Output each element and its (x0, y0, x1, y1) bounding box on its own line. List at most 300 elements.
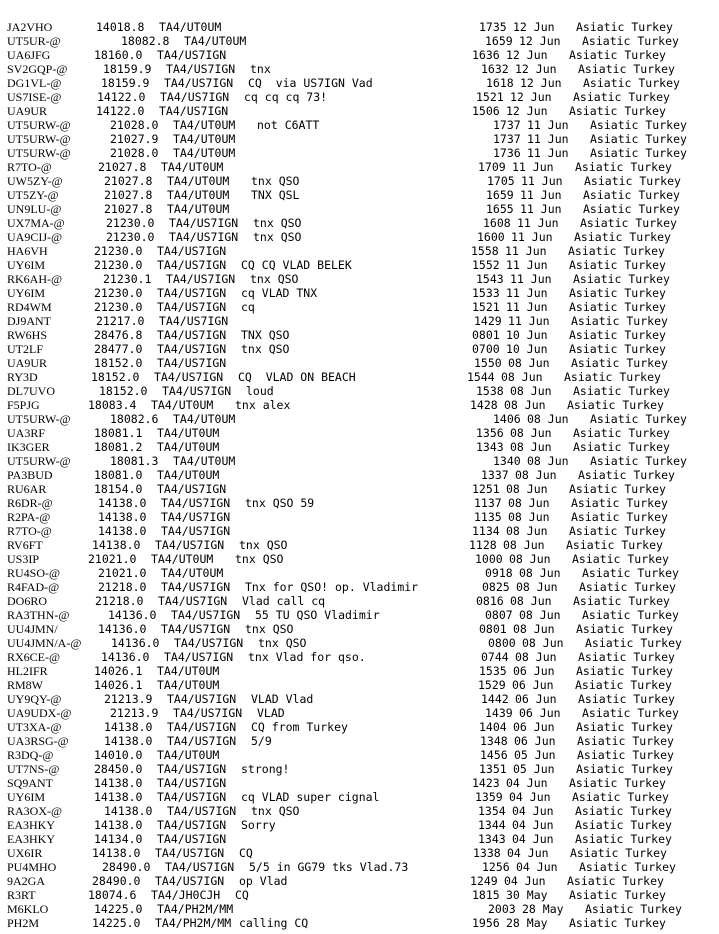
spot-row (0, 76, 719, 90)
spot-row (0, 20, 719, 34)
spotter-call: PH2M (7, 916, 40, 930)
spotted-call: TA4/UT0UM (157, 468, 220, 482)
spotted-call: TA4/US7IGN (161, 510, 231, 524)
spot-frequency: 21027.8 (104, 202, 153, 216)
spot-date: 11 Jun (527, 132, 569, 146)
spot-date: 08 Jun (509, 552, 551, 566)
spot-comment: CQ from Turkey (251, 720, 348, 734)
spot-country: Asiatic Turkey (575, 160, 672, 174)
spot-date: 06 Jun (515, 692, 557, 706)
spotted-call: TA4/UT0UM (167, 188, 230, 202)
spot-date: 08 Jun (506, 524, 548, 538)
spot-date: 08 Jun (510, 426, 552, 440)
spot-time: 1404 (479, 720, 507, 734)
spotter-call: UT5URW-@ (7, 412, 71, 426)
spot-date: 10 Jun (506, 328, 548, 342)
spot-frequency: 21230.0 (94, 244, 143, 258)
spot-frequency: 14138.0 (94, 776, 143, 790)
spotted-call: TA4/US7IGN (157, 342, 227, 356)
spot-row (0, 202, 719, 216)
spot-row (0, 188, 719, 202)
spot-date: 08 Jun (501, 370, 543, 384)
spot-country: Asiatic Turkey (575, 804, 672, 818)
spot-frequency: 28450.0 (94, 762, 143, 776)
spot-time: 1521 (476, 90, 504, 104)
spot-time: 1348 (480, 734, 508, 748)
spot-date: 08 Jun (503, 538, 545, 552)
spot-row (0, 538, 719, 552)
spotter-call: DO6RO (7, 594, 48, 608)
spotter-call: UA6JFG (7, 48, 51, 62)
spot-country: Asiatic Turkey (578, 650, 675, 664)
spot-country: Asiatic Turkey (569, 104, 666, 118)
spot-row (0, 510, 719, 524)
spot-row (0, 594, 719, 608)
spot-time: 1439 (485, 706, 513, 720)
spot-frequency: 21021.0 (88, 552, 137, 566)
spot-frequency: 21230.1 (103, 272, 152, 286)
spot-country: Asiatic Turkey (568, 244, 665, 258)
spot-date: 28 May (522, 902, 564, 916)
spot-comment: TNX QSL (251, 188, 300, 202)
spot-time: 1705 (487, 174, 515, 188)
spot-date: 11 Jun (520, 202, 562, 216)
spot-row (0, 916, 719, 930)
spot-row (0, 678, 719, 692)
spot-time: 1632 (481, 62, 509, 76)
spot-country: Asiatic Turkey (571, 356, 668, 370)
spotter-call: UA9UR (7, 104, 48, 118)
spot-time: 1428 (470, 398, 498, 412)
spot-date: 08 Jun (513, 622, 555, 636)
spotter-call: IK3GER (7, 440, 50, 454)
spot-row (0, 62, 719, 76)
spotter-call: HL2IFR (7, 664, 48, 678)
spot-comment: CQ VLAD ON BEACH (238, 370, 356, 384)
spot-frequency: 14010.0 (94, 748, 143, 762)
spot-date: 11 Jun (527, 118, 569, 132)
spot-date: 05 Jun (514, 748, 556, 762)
spot-row (0, 426, 719, 440)
spotter-call: UA9UDX-@ (7, 706, 72, 720)
spot-date: 28 May (506, 916, 548, 930)
spot-row (0, 384, 719, 398)
spotter-call: M6KLO (7, 902, 49, 916)
spotted-call: TA4/JH0CJH (151, 888, 221, 902)
spot-country: Asiatic Turkey (576, 720, 673, 734)
spot-comment: CQ CQ VLAD BELEK (241, 258, 352, 272)
spot-frequency: 14138.0 (104, 804, 153, 818)
spot-date: 30 May (506, 888, 548, 902)
spotted-call: TA4/US7IGN (155, 538, 225, 552)
spotted-call: TA4/US7IGN (161, 496, 231, 510)
spot-country: Asiatic Turkey (584, 174, 681, 188)
spot-row (0, 398, 719, 412)
spot-country: Asiatic Turkey (574, 230, 671, 244)
spotter-call: UN9LU-@ (7, 202, 62, 216)
spotted-call: TA4/PH2M/MM (155, 916, 232, 930)
spotted-call: TA4/US7IGN (161, 622, 231, 636)
spot-frequency: 14026.1 (94, 664, 143, 678)
spot-country: Asiatic Turkey (575, 678, 672, 692)
spot-frequency: 21230.0 (94, 286, 143, 300)
spot-time: 1429 (474, 314, 502, 328)
spot-country: Asiatic Turkey (578, 692, 675, 706)
spot-country: Asiatic Turkey (578, 62, 675, 76)
spot-row (0, 720, 719, 734)
spot-row (0, 174, 719, 188)
spotter-call: RU6AR (7, 482, 47, 496)
spotted-call: TA4/US7IGN (155, 846, 225, 860)
spot-country: Asiatic Turkey (569, 258, 666, 272)
spot-comment: tnx QSO (250, 272, 299, 286)
spot-row (0, 342, 719, 356)
spot-row (0, 356, 719, 370)
spotted-call: TA4/US7IGN (160, 90, 230, 104)
spotter-call: UU4JMN/ (7, 622, 58, 636)
spotter-call: UT5URW-@ (7, 454, 71, 468)
spot-comment: Vlad call cq (242, 594, 326, 608)
spotted-call: TA4/UT0UM (151, 552, 214, 566)
spot-frequency: 14225.0 (94, 902, 143, 916)
spot-country: Asiatic Turkey (577, 748, 674, 762)
spotter-call: RW6HS (7, 328, 48, 342)
spot-comment: 55 TU QSO Vladimir (255, 608, 380, 622)
spot-time: 1600 (477, 230, 505, 244)
spot-date: 12 Jun (520, 76, 562, 90)
spot-time: 1735 (479, 20, 507, 34)
spot-country: Asiatic Turkey (585, 902, 682, 916)
spotter-call: R6DR-@ (7, 496, 53, 510)
spot-frequency: 21028.0 (110, 146, 159, 160)
spotter-call: UT3XA-@ (7, 720, 62, 734)
spot-country: Asiatic Turkey (583, 188, 680, 202)
spot-date: 04 Jun (509, 790, 551, 804)
spot-comment: CQ (239, 846, 253, 860)
spotter-call: DG1VL-@ (7, 76, 62, 90)
spotted-call: TA4/UT0UM (173, 132, 236, 146)
spot-time: 1815 (472, 888, 500, 902)
spot-country: Asiatic Turkey (572, 790, 669, 804)
spotter-call: US3IP (7, 552, 40, 566)
spot-comment: op Vlad (239, 874, 288, 888)
spot-row (0, 90, 719, 104)
spot-time: 2003 (488, 902, 516, 916)
spot-row (0, 888, 719, 902)
spotted-call: TA4/US7IGN (161, 524, 231, 538)
spotted-call: TA4/US7IGN (169, 230, 239, 244)
spot-comment: tnx QSO (258, 636, 307, 650)
spot-country: Asiatic Turkey (576, 20, 673, 34)
spot-country: Asiatic Turkey (583, 76, 680, 90)
spot-time: 1608 (483, 216, 511, 230)
spot-time: 1535 (479, 664, 507, 678)
spot-frequency: 18159.9 (103, 62, 152, 76)
spot-frequency: 14138.0 (98, 510, 147, 524)
spot-time: 0918 (485, 566, 513, 580)
spot-comment: tnx QSO (251, 804, 300, 818)
spot-frequency: 18081.2 (94, 440, 143, 454)
spotter-call: UT7NS-@ (7, 762, 60, 776)
spot-country: Asiatic Turkey (571, 314, 668, 328)
spotter-call: R4FAD-@ (7, 580, 60, 594)
spot-time: 1343 (478, 832, 506, 846)
spot-frequency: 21027.9 (110, 132, 159, 146)
spotted-call: TA4/US7IGN (167, 720, 237, 734)
spot-frequency: 14138.0 (92, 846, 141, 860)
spot-time: 0744 (481, 650, 509, 664)
spot-row (0, 608, 719, 622)
spot-frequency: 21217.0 (96, 314, 145, 328)
spotted-call: TA4/UT0UM (161, 566, 224, 580)
spotted-call: TA4/UT0UM (173, 412, 236, 426)
spotted-call: TA4/UT0UM (157, 678, 220, 692)
spot-time: 0807 (485, 608, 513, 622)
spot-comment: Sorry (241, 818, 276, 832)
spot-date: 08 Jun (504, 398, 546, 412)
spot-frequency: 21213.9 (104, 692, 153, 706)
spot-frequency: 14136.0 (98, 622, 147, 636)
spot-time: 1736 (493, 146, 521, 160)
spot-row (0, 552, 719, 566)
spot-frequency: 14136.0 (101, 650, 150, 664)
spot-country: Asiatic Turkey (569, 776, 666, 790)
spotted-call: TA4/UT0UM (157, 426, 220, 440)
spot-comment: tnx QSO (253, 216, 302, 230)
spot-time: 1406 (493, 412, 521, 426)
spot-date: 11 Jun (527, 146, 569, 160)
spot-country: Asiatic Turkey (566, 538, 663, 552)
spot-comment: CQ via US7IGN Vad (248, 76, 373, 90)
spotted-call: TA4/UT0UM (184, 34, 247, 48)
spot-country: Asiatic Turkey (590, 118, 687, 132)
spotter-call: R7TO-@ (7, 524, 52, 538)
spotter-call: UT5URW-@ (7, 146, 71, 160)
spotted-call: TA4/UT0UM (151, 398, 214, 412)
spot-time: 1137 (474, 496, 502, 510)
spot-frequency: 14136.0 (111, 636, 160, 650)
spot-time: 1737 (493, 132, 521, 146)
spot-comment: TNX QSO (241, 328, 290, 342)
spot-date: 04 Jun (512, 804, 554, 818)
spotted-call: TA4/UT0UM (159, 20, 222, 34)
spot-time: 1618 (486, 76, 514, 90)
spot-time: 1128 (469, 538, 497, 552)
spotter-call: UX6IR (7, 846, 43, 860)
spot-time: 1338 (473, 846, 501, 860)
spot-comment: tnx QSO 59 (245, 496, 315, 510)
spotted-call: TA4/US7IGN (167, 692, 237, 706)
spot-time: 1354 (478, 804, 506, 818)
spot-country: Asiatic Turkey (577, 734, 674, 748)
spotter-call: RA3OX-@ (7, 804, 63, 818)
spot-row (0, 650, 719, 664)
spot-date: 06 Jun (513, 720, 555, 734)
spot-time: 1344 (478, 818, 506, 832)
spot-time: 1543 (476, 272, 504, 286)
spotter-call: UY6IM (7, 258, 45, 272)
spot-row (0, 216, 719, 230)
spot-row (0, 734, 719, 748)
spot-row (0, 482, 719, 496)
spot-comment: tnx QSO (251, 174, 300, 188)
spot-time: 1343 (476, 440, 504, 454)
spot-date: 04 Jun (516, 860, 558, 874)
spot-country: Asiatic Turkey (575, 832, 672, 846)
spotter-call: HA6VH (7, 244, 48, 258)
spotter-call: DL7UVO (7, 384, 55, 398)
spotted-call: TA4/UT0UM (173, 146, 236, 160)
spotter-call: PA3BUD (7, 468, 53, 482)
spotted-call: TA4/US7IGN (157, 832, 227, 846)
spot-date: 10 Jun (506, 342, 548, 356)
spot-date: 12 Jun (510, 90, 552, 104)
spot-date: 11 Jun (521, 174, 563, 188)
spot-row (0, 48, 719, 62)
spot-country: Asiatic Turkey (578, 468, 675, 482)
spot-country: Asiatic Turkey (573, 426, 670, 440)
spot-time: 1709 (478, 160, 506, 174)
spotted-call: TA4/UT0UM (157, 664, 220, 678)
spot-frequency: 28490.0 (102, 860, 151, 874)
spot-frequency: 18160.0 (94, 48, 143, 62)
spot-country: Asiatic Turkey (573, 440, 670, 454)
spot-time: 1558 (471, 244, 499, 258)
spot-time: 0801 (472, 328, 500, 342)
spotter-call: EA3HKY (7, 818, 55, 832)
spot-time: 1506 (472, 104, 500, 118)
spotted-call: TA4/US7IGN (171, 608, 241, 622)
spot-row (0, 776, 719, 790)
spotted-call: TA4/US7IGN (164, 76, 234, 90)
spot-date: 08 Jun (527, 412, 569, 426)
spot-date: 12 Jun (506, 104, 548, 118)
spotted-call: TA4/US7IGN (157, 258, 227, 272)
spotter-call: RV6FT (7, 538, 43, 552)
spot-row (0, 118, 719, 132)
spotted-call: TA4/US7IGN (161, 580, 231, 594)
spotter-call: UA3RF (7, 426, 46, 440)
spot-country: Asiatic Turkey (590, 146, 687, 160)
spot-row (0, 860, 719, 874)
spot-country: Asiatic Turkey (569, 524, 666, 538)
spotter-call: UA9UR (7, 356, 48, 370)
spot-frequency: 18159.9 (101, 76, 150, 90)
spot-comment: tnx QSO (241, 342, 290, 356)
spot-date: 11 Jun (520, 188, 562, 202)
spotted-call: TA4/US7IGN (167, 804, 237, 818)
spotted-call: TA4/US7IGN (159, 104, 229, 118)
spot-date: 11 Jun (517, 216, 559, 230)
spot-time: 1442 (481, 692, 509, 706)
spot-frequency: 28477.0 (94, 342, 143, 356)
spot-country: Asiatic Turkey (582, 34, 679, 48)
spot-time: 0825 (482, 580, 510, 594)
spot-row (0, 160, 719, 174)
spot-row (0, 146, 719, 160)
spot-row (0, 664, 719, 678)
spotter-call: 9A2GA (7, 874, 45, 888)
spot-frequency: 21218.0 (98, 580, 147, 594)
spotter-call: RU4SO-@ (7, 566, 61, 580)
spot-row (0, 34, 719, 48)
spot-row (0, 314, 719, 328)
spot-comment: tnx QSO (253, 230, 302, 244)
spot-comment: VLAD (257, 706, 285, 720)
spot-comment: cq cq cq 73! (244, 90, 328, 104)
spot-date: 11 Jun (512, 160, 554, 174)
spotter-call: JA2VHO (7, 20, 53, 34)
spot-time: 0800 (488, 636, 516, 650)
spot-country: Asiatic Turkey (564, 370, 661, 384)
spot-country: Asiatic Turkey (567, 874, 664, 888)
spot-frequency: 21218.0 (95, 594, 144, 608)
spot-country: Asiatic Turkey (569, 342, 666, 356)
spot-country: Asiatic Turkey (569, 916, 666, 930)
spot-country: Asiatic Turkey (580, 216, 677, 230)
spot-row (0, 440, 719, 454)
spot-row (0, 748, 719, 762)
spotted-call: TA4/US7IGN (155, 874, 225, 888)
spot-country: Asiatic Turkey (571, 510, 668, 524)
spotted-call: TA4/US7IGN (157, 300, 227, 314)
spot-frequency: 21230.0 (106, 216, 155, 230)
spot-date: 06 Jun (513, 664, 555, 678)
spot-time: 1529 (478, 678, 506, 692)
spot-frequency: 21021.0 (98, 566, 147, 580)
spot-comment: CQ (235, 888, 249, 902)
spot-row (0, 846, 719, 860)
spot-date: 05 Jun (513, 762, 555, 776)
spot-time: 1337 (481, 468, 509, 482)
spotter-call: R7TO-@ (7, 160, 52, 174)
spotter-call: RY3D (7, 370, 38, 384)
spot-time: 1533 (472, 286, 500, 300)
spot-frequency: 18082.8 (121, 34, 170, 48)
spot-country: Asiatic Turkey (579, 860, 676, 874)
spotted-call: TA4/UT0UM (173, 454, 236, 468)
spot-frequency: 21230.0 (106, 230, 155, 244)
spotter-call: PU4MHO (7, 860, 57, 874)
spot-date: 08 Jun (527, 454, 569, 468)
spot-country: Asiatic Turkey (569, 482, 666, 496)
spot-frequency: 18082.6 (110, 412, 159, 426)
spot-comment: 5/9 (251, 734, 272, 748)
spotted-call: TA4/UT0UM (167, 174, 230, 188)
spot-comment: cq VLAD super cignal (241, 790, 380, 804)
spot-country: Asiatic Turkey (573, 594, 670, 608)
spotter-call: R3RT (7, 888, 36, 902)
spot-date: 04 Jun (512, 832, 554, 846)
spot-comment: tnx Vlad for qso. (248, 650, 366, 664)
spotted-call: TA4/US7IGN (164, 650, 234, 664)
spot-comment: Tnx for QSO! op. Vladimir (245, 580, 419, 594)
spot-country: Asiatic Turkey (576, 762, 673, 776)
spot-row (0, 524, 719, 538)
spot-row (0, 468, 719, 482)
spot-frequency: 14225.0 (92, 916, 141, 930)
spot-row (0, 832, 719, 846)
spot-frequency: 21027.8 (104, 188, 153, 202)
spot-date: 08 Jun (508, 510, 550, 524)
spot-date: 08 Jun (510, 384, 552, 398)
spot-date: 08 Jun (508, 496, 550, 510)
spot-date: 11 Jun (506, 286, 548, 300)
spot-date: 04 Jun (507, 846, 549, 860)
spot-date: 08 Jun (510, 594, 552, 608)
spot-time: 1251 (472, 482, 500, 496)
spot-time: 1456 (480, 748, 508, 762)
